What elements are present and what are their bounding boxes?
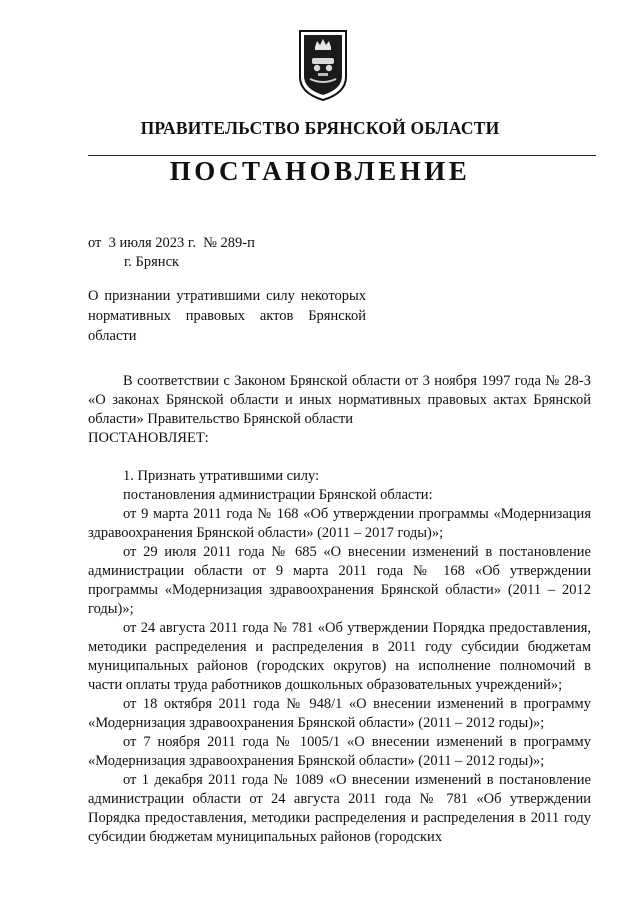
- act-item: от 7 ноября 2011 года № 1005/1 «О внесении изменений в программу «Модернизация здравоохранения Брянской области» (2011 – 2012 годы)»;: [88, 734, 591, 769]
- item-subheading: постановления администрации Брянской области:: [123, 487, 433, 503]
- date-number: от 3 июля 2023 г. № 289-п: [88, 235, 255, 251]
- city: г. Брянск: [124, 254, 180, 270]
- act-item: от 24 августа 2011 года № 781 «Об утверждении Порядка предоставления, методики распределения и распределения в 2011 году субсидии бюджетам муниципальных районов (городских округов) на исполнение полномочий в части оплаты труда работников дошкольных образовательных учреждений»;: [88, 620, 591, 693]
- document-subject: О признании утратившими силу некоторых нормативных правовых актов Брянской области: [88, 288, 366, 344]
- government-name: ПРАВИТЕЛЬСТВО БРЯНСКОЙ ОБЛАСТИ: [140, 118, 500, 138]
- item-heading: 1. Признать утратившими силу:: [123, 468, 320, 484]
- act-item: от 1 декабря 2011 года № 1089 «О внесении изменений в постановление администрации области от 24 августа 2011 года № 781 «Об утверждении Порядка предоставления, методики распределения и распределения в 2011 году субсидии бюджетам муниципальных районов (городских: [88, 772, 591, 845]
- act-item: от 29 июля 2011 года № 685 «О внесении изменений в постановление администрации области от 9 марта 2011 года № 168 «Об утверждении программы «Модернизация здравоохранения Брянской области» (2011 – 2012 годы)»;: [88, 544, 591, 617]
- decree-word: ПОСТАНОВЛЯЕТ:: [88, 430, 209, 446]
- document-body: [88, 372, 591, 847]
- preamble-paragraph: В соответствии с Законом Брянской области от 3 ноября 1997 года № 28-З «О законах Брянской области и иных нормативных правовых актах Брянской области» Правительство Брянской области: [88, 373, 591, 427]
- act-item: от 18 октября 2011 года № 948/1 «О внесении изменений в программу «Модернизация здравоохранения Брянской области» (2011 – 2012 годы)»;: [88, 696, 591, 731]
- document-type-title: ПОСТАНОВЛЕНИЕ: [169, 156, 471, 186]
- spacer: [88, 448, 591, 467]
- act-item: от 9 марта 2011 года № 168 «Об утверждении программы «Модернизация здравоохранения Брянской области» (2011 – 2017 годы)»;: [88, 506, 591, 541]
- bryansk-coat-of-arms-icon: [296, 27, 350, 103]
